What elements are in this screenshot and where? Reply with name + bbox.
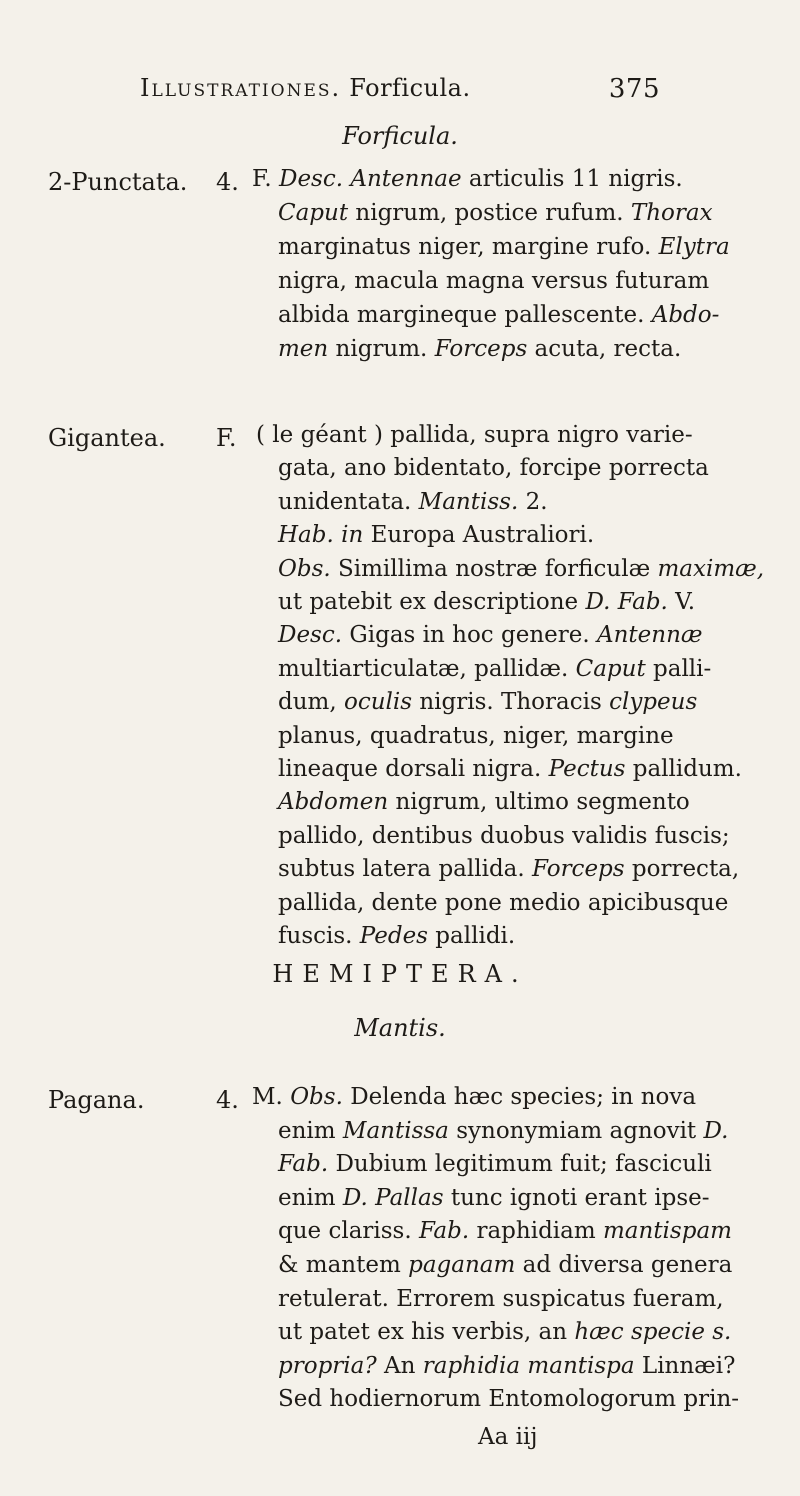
text-line — [278, 1215, 732, 1248]
text-run: ut patebit ex descriptione — [278, 589, 586, 615]
text-run: mantispam — [602, 1218, 732, 1245]
text-run: Simillima nostræ forficulæ — [330, 555, 658, 582]
text-line — [278, 686, 697, 719]
running-subject: Forficula. — [349, 74, 471, 102]
text-run: 2. — [518, 488, 548, 515]
text-run: Forceps — [434, 336, 528, 362]
text-run: pallidum. — [625, 756, 742, 782]
text-run: Desc. — [278, 622, 343, 649]
text-run: lineaque dorsali nigra. — [278, 756, 549, 782]
text-run: Desc. — [279, 166, 344, 192]
text-line — [278, 1249, 732, 1282]
text-run: synonymiam agnovit — [448, 1117, 704, 1144]
text-run: V. — [667, 589, 696, 615]
text-run: Fab. — [419, 1218, 470, 1245]
text-run: Fab. — [278, 1151, 329, 1178]
text-run: acuta, recta. — [527, 336, 682, 362]
species-number: 4. — [216, 1086, 239, 1114]
text-run: raphidiam — [469, 1218, 603, 1245]
order-heading: HEMIPTERA. — [272, 960, 528, 988]
text-run: Thorax — [630, 200, 713, 226]
text-run: Linnæi? — [634, 1352, 736, 1379]
text-line — [278, 920, 515, 953]
text-run: D. — [703, 1117, 729, 1144]
text-run: Dubium legitimum fuit; fasciculi — [328, 1151, 712, 1178]
text-line — [252, 163, 683, 196]
text-run: Forceps — [532, 856, 625, 883]
text-run: pallido, dentibus duobus validis fuscis; — [278, 822, 730, 849]
text-line — [278, 653, 711, 686]
text-run: D. Fab. — [585, 589, 668, 615]
text-line — [278, 333, 681, 366]
text-line — [278, 519, 594, 552]
text-line — [278, 1115, 728, 1148]
text-line — [278, 786, 690, 819]
text-run: que clariss. — [278, 1218, 419, 1245]
text-run: pallidi. — [428, 923, 516, 949]
text-run: unidentata. — [278, 488, 419, 515]
text-line — [278, 452, 709, 485]
text-run: tunc ignoti erant ipse- — [443, 1184, 710, 1211]
running-title: Illustrationes. — [140, 74, 342, 102]
text-line — [278, 619, 703, 652]
text-run: maximæ, — [657, 555, 765, 582]
text-run: Pectus — [548, 756, 626, 782]
text-run: palli- — [645, 655, 712, 682]
species-number: F. — [216, 424, 237, 452]
text-run: Obs. — [290, 1084, 343, 1110]
text-run: Caput — [278, 200, 349, 226]
text-run: gata, ano bidentato, forcipe porrecta — [278, 455, 709, 482]
text-line — [278, 1283, 724, 1316]
text-line — [278, 299, 719, 332]
text-run: multiarticulatæ, pallidæ. — [278, 655, 576, 682]
species-label: 2-Punctata. — [48, 168, 188, 196]
text-line — [278, 1182, 710, 1215]
text-run: raphidia mantispa — [422, 1352, 635, 1379]
text-line — [252, 1081, 696, 1114]
text-run: retulerat. Errorem suspicatus fueram, — [278, 1285, 724, 1312]
species-label: Pagana. — [48, 1086, 145, 1114]
text-run: D. Pallas — [342, 1184, 444, 1211]
text-run: Sed hodiernorum Entomologorum prin- — [278, 1386, 740, 1413]
section-title-forficula: Forficula. — [342, 122, 458, 150]
text-run: Mantiss. — [418, 488, 519, 515]
text-run: nigrum, ultimo segmento — [388, 789, 690, 816]
text-run: ad diversa genera — [515, 1252, 733, 1278]
text-run: M. — [252, 1084, 291, 1110]
text-run: planus, quadratus, niger, margine — [278, 722, 674, 749]
text-run: Abdomen — [278, 789, 389, 816]
text-run: Abdo- — [651, 302, 720, 328]
text-run: enim — [278, 1184, 343, 1211]
text-line — [278, 753, 742, 786]
text-run: albida margineque pallescente. — [278, 302, 652, 328]
text-run: enim — [278, 1117, 343, 1144]
text-run: Elytra — [658, 234, 730, 260]
text-run: nigrum. — [328, 336, 435, 362]
text-line — [278, 231, 730, 264]
text-run: hæc specie s. — [574, 1319, 732, 1346]
text-line — [278, 887, 728, 920]
text-run: F. — [252, 166, 279, 192]
text-run: subtus latera pallida. — [278, 856, 533, 883]
text-run: Antennæ — [596, 622, 703, 649]
text-run: Hab. — [278, 522, 334, 549]
text-line — [278, 1350, 735, 1383]
text-run: Gigas in hoc genere. — [342, 622, 597, 649]
text-run: fuscis. — [278, 923, 360, 949]
text-line — [278, 1148, 712, 1181]
running-head — [140, 74, 660, 102]
text-run: pallida, dente pone medio apicibusque — [278, 889, 729, 916]
text-line — [278, 265, 709, 298]
text-line — [256, 419, 693, 452]
text-run: nigrum, postice rufum. — [348, 200, 631, 226]
text-run: propria? — [278, 1352, 377, 1379]
species-label: Gigantea. — [48, 424, 166, 452]
text-run: & mantem — [278, 1252, 409, 1278]
text-run: Europa Australiori. — [363, 522, 595, 549]
text-run: porrecta, — [624, 856, 740, 883]
text-line — [278, 486, 548, 519]
text-line — [278, 1383, 739, 1416]
text-run: Mantissa — [342, 1117, 449, 1144]
text-run: paganam — [408, 1252, 516, 1278]
text-run: nigra, macula magna versus futuram — [278, 268, 710, 294]
text-run: Caput — [575, 655, 646, 682]
text-line — [278, 820, 730, 853]
text-run: clypeus — [609, 689, 698, 716]
text-run: ( le géant ) pallida, supra nigro varie- — [256, 422, 693, 448]
text-run: Antennae — [350, 166, 462, 192]
page-number: 375 — [608, 74, 660, 104]
text-run: marginatus niger, margine rufo. — [278, 234, 659, 260]
text-run: dum, — [278, 689, 344, 716]
text-line — [278, 720, 674, 753]
text-run: Delenda hæc species; in nova — [342, 1084, 697, 1110]
text-line — [278, 1316, 731, 1349]
text-run: An — [376, 1352, 423, 1379]
text-run: ut patet ex his verbis, an — [278, 1319, 575, 1346]
text-line — [278, 553, 764, 586]
text-run: Obs. — [278, 555, 331, 582]
text-run: in — [341, 522, 364, 549]
species-number: 4. — [216, 168, 239, 196]
signature-mark: Aa iij — [478, 1424, 538, 1450]
text-run: Pedes — [359, 923, 428, 949]
text-run: oculis — [343, 689, 413, 716]
text-line — [278, 197, 713, 230]
text-run: articulis 11 nigris. — [461, 166, 683, 192]
text-run: men — [278, 336, 329, 362]
text-line — [278, 853, 739, 886]
section-title-mantis: Mantis. — [354, 1014, 446, 1042]
text-run: nigris. Thoracis — [412, 689, 610, 716]
text-line — [278, 586, 695, 619]
